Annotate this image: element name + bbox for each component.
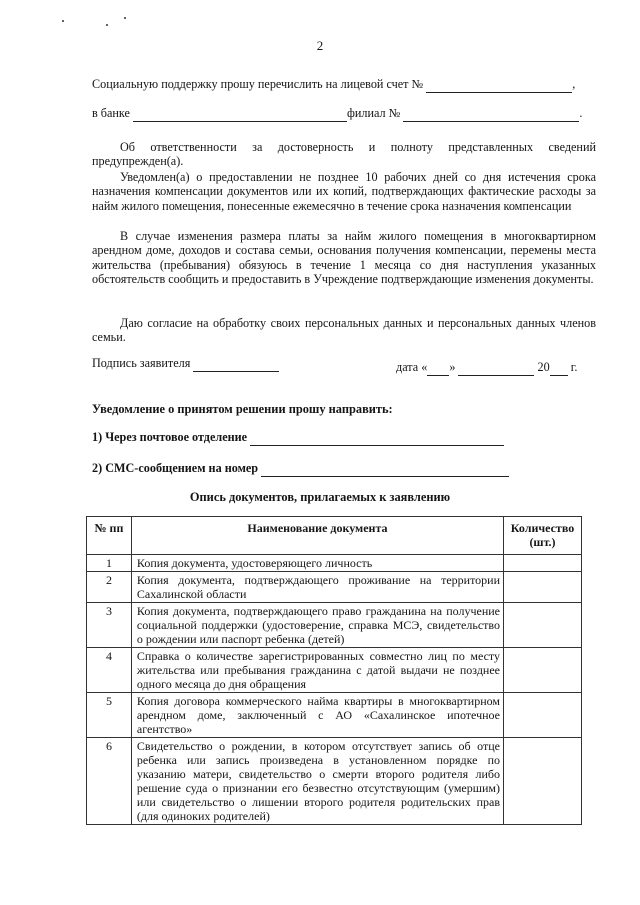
notify-post-line [92,430,504,446]
table-row [87,738,582,825]
date-close-quote: » [449,360,456,374]
account-line [92,77,575,93]
scan-speck [106,24,108,26]
table-row [87,555,582,572]
responsibility-paragraph: Об ответственности за достоверность и полноту представленных сведений предупрежден(а). [92,140,596,169]
row-quantity-cell[interactable] [504,648,582,693]
row-quantity-cell[interactable] [504,603,582,648]
header-number: № пп [87,517,132,555]
table-row [87,648,582,693]
notified-paragraph: Уведомлен(а) о предоставлении не позднее 10 рабочих дней со дня истечения срока назначения компенсации документов или их копий, подтверждающих фактические расходы за найм жилого помещения, понесенные ежемесячно в течение срока назначения компенсации [92,170,596,213]
row-quantity-cell[interactable] [504,572,582,603]
notify-heading: Уведомление о принятом решении прошу направить: [92,402,393,416]
account-label: Социальную поддержку прошу перечислить на лицевой счет № [92,77,424,91]
date-day-field[interactable] [427,360,449,376]
row-document-name: Копия документа, подтверждающего проживание на территории Сахалинской области [131,572,503,603]
post-office-field[interactable] [250,430,504,446]
row-document-name: Справка о количестве зарегистрированных совместно лиц по месту жительства или пребывания гражданина с датой выдачи не позднее одного месяца до дня обращения [131,648,503,693]
scan-speck [124,17,126,19]
notify-post-label: 1) Через почтовое отделение [92,430,248,444]
bank-line-end: . [579,106,583,120]
table-row [87,572,582,603]
row-number: 5 [87,693,132,738]
page-number: 2 [316,38,324,53]
signature-field[interactable] [193,356,279,372]
header-document-name: Наименование документа [131,517,503,555]
changes-paragraph: В случае изменения размера платы за найм жилого помещения в многоквартирном арендном доме, доходов и состава семьи, основания получения компенсации, перемены места жительства (пребывания) обязуюсь в течение 1 месяца со дня наступления указанных обстоятельств сообщить и предоставить в Учреждение подтверждающие изменения документы. [92,229,596,287]
phone-number-field[interactable] [261,461,509,477]
row-quantity-cell[interactable] [504,738,582,825]
notify-sms-label: 2) СМС-сообщением на номер [92,461,259,475]
branch-number-field[interactable] [403,106,579,122]
date-label: дата [396,360,419,374]
bank-label: в банке [92,106,130,120]
signature-label: Подпись заявителя [92,356,191,370]
consent-paragraph: Даю согласие на обработку своих персональных данных и персональных данных членов семьи. [92,316,596,345]
inventory-title: Опись документов, прилагаемых к заявлению [189,490,451,504]
row-number: 4 [87,648,132,693]
bank-name-field[interactable] [133,106,347,122]
row-number: 2 [87,572,132,603]
row-document-name: Копия документа, подтверждающего право гражданина на получение социальной поддержки (удостоверение, справка МСЭ, свидетельство о рождении или паспорт ребенка (детей) [131,603,503,648]
row-quantity-cell[interactable] [504,555,582,572]
row-document-name: Свидетельство о рождении, в котором отсутствует запись об отце ребенка или запись произведена в установленном порядке по указанию матери, свидетельство о смерти второго родителя либо решение суда о признании его безвестно отсутствующим (умершим) или свидетельство о лишении второго родителя родительских прав (для одиноких родителей) [131,738,503,825]
table-row [87,693,582,738]
documents-table [86,516,582,825]
row-number: 3 [87,603,132,648]
date-year-field[interactable] [550,360,568,376]
date-month-field[interactable] [458,360,534,376]
row-number: 1 [87,555,132,572]
branch-label: филиал № [347,106,401,120]
date-open-quote: « [421,360,428,374]
table-row [87,603,582,648]
account-line-end: , [572,77,576,91]
row-document-name: Копия договора коммерческого найма квартиры в многоквартирном арендном доме, заключенный с АО «Сахалинское ипотечное агентство» [131,693,503,738]
header-quantity: Количество (шт.) [504,517,582,555]
bank-line [92,106,582,122]
date-year-prefix: 20 [537,360,550,374]
date-line [396,360,577,376]
row-quantity-cell[interactable] [504,693,582,738]
notify-sms-line [92,461,509,477]
date-year-suffix: г. [570,360,578,374]
table-header-row [87,517,582,555]
signature-line [92,356,279,372]
account-number-field[interactable] [426,77,572,93]
row-document-name: Копия документа, удостоверяющего личность [131,555,503,572]
scan-speck [62,20,64,22]
row-number: 6 [87,738,132,825]
